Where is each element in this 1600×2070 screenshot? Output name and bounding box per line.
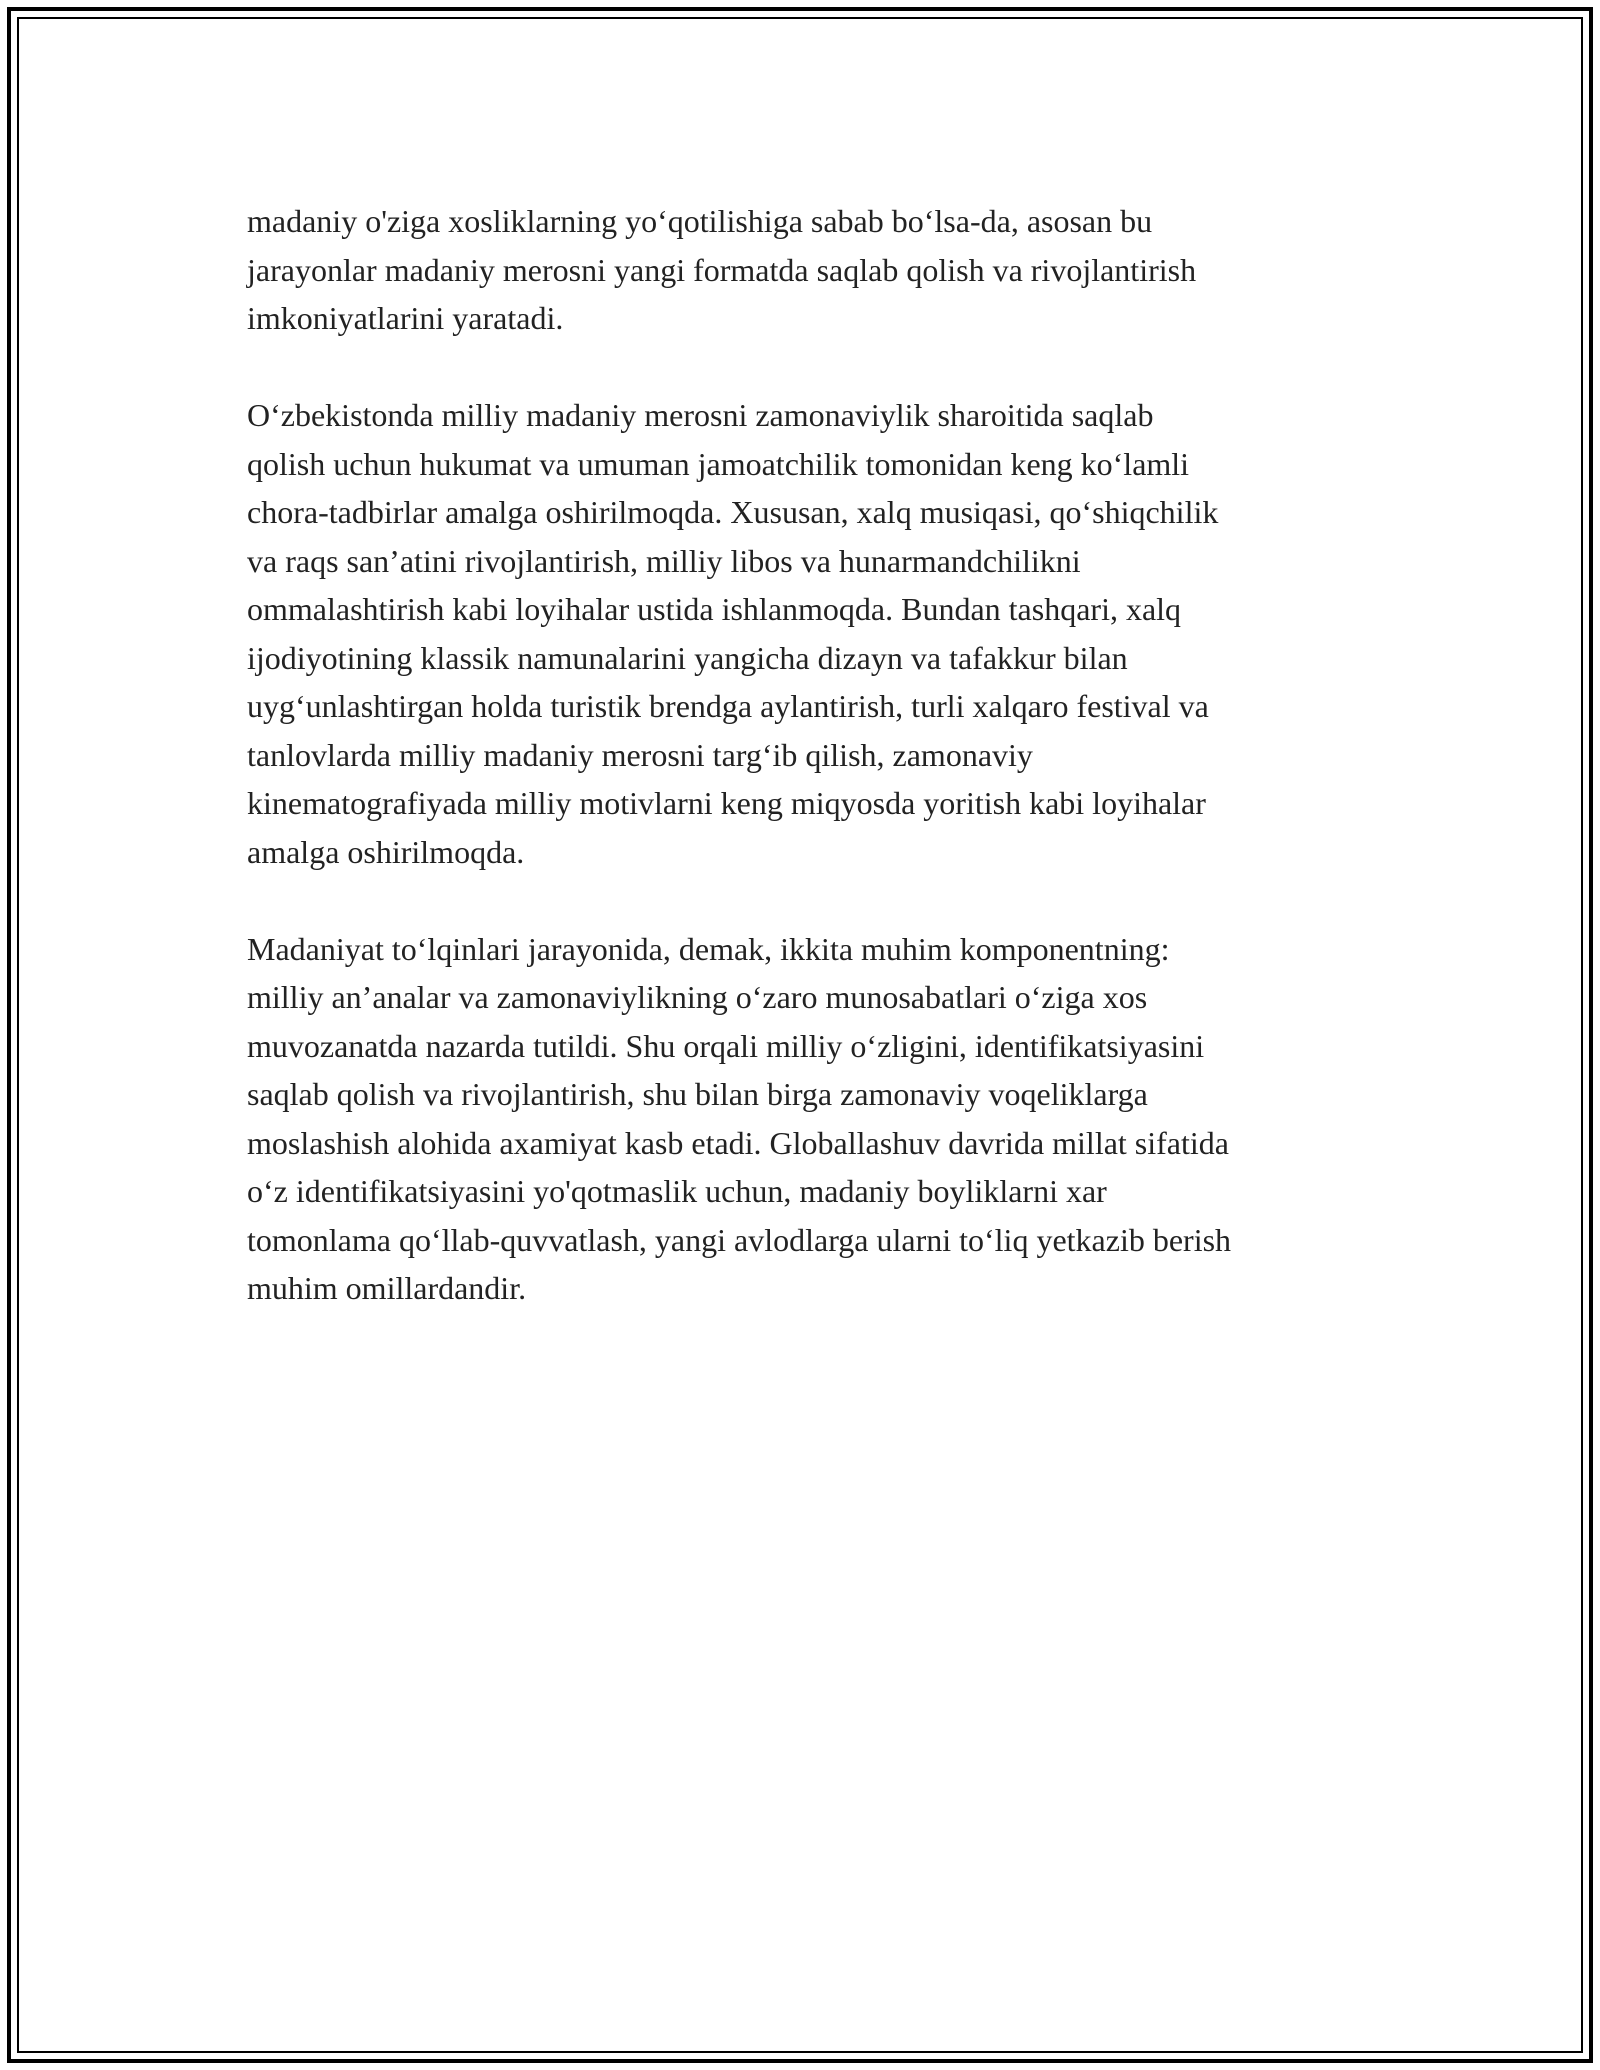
paragraph-2 xyxy=(247,391,1397,876)
text-line: ommalashtirish kabi loyihalar ustida ishlanmoqda. Bundan tashqari, xalq xyxy=(247,591,1182,627)
text-line: muvozanatda nazarda tutildi. Shu orqali milliy o‘zligini, identifikatsiyasini xyxy=(247,1027,1205,1064)
text-line: saqlab qolish va rivojlantirish, shu bilan birga zamonaviy voqeliklarga xyxy=(247,1076,1148,1112)
text-line: moslashish alohida axamiyat kasb etadi. Globallashuv davrida millat sifatida xyxy=(247,1124,1229,1161)
page-border xyxy=(7,7,1593,2063)
paragraph-3 xyxy=(247,925,1397,1313)
text-line: imkoniyatlarini yaratadi. xyxy=(247,300,564,336)
document-body xyxy=(247,197,1397,1361)
paragraph-1 xyxy=(247,197,1397,343)
text-line: Madaniyat to‘lqinlari jarayonida, demak, ikkita muhim komponentning: xyxy=(247,930,1170,967)
text-line: chora-tadbirlar amalga oshirilmoqda. Xususan, xalq musiqasi, qo‘shiqchilik xyxy=(247,494,1219,530)
text-line: tomonlama qo‘llab-quvvatlash, yangi avlodlarga ularni to‘liq yetkazib berish xyxy=(247,1221,1232,1258)
text-line: ijodiyotining klassik namunalarini yangicha dizayn va tafakkur bilan xyxy=(247,639,1128,676)
text-line: amalga oshirilmoqda. xyxy=(247,833,525,870)
text-line: qolish uchun hukumat va umuman jamoatchilik tomonidan keng ko‘lamli xyxy=(247,445,1190,482)
text-line: muhim omillardandir. xyxy=(247,1270,527,1306)
text-line: o‘z identifikatsiyasini yo'qotmaslik uchun, madaniy boyliklarni xar xyxy=(247,1173,1107,1209)
text-line: kinematografiyada milliy motivlarni keng miqyosda yoritish kabi loyihalar xyxy=(247,785,1206,821)
text-line: milliy an’analar va zamonaviylikning o‘zaro munosabatlari o‘ziga xos xyxy=(247,979,1148,1015)
text-line: O‘zbekistonda milliy madaniy merosni zamonaviylik sharoitida saqlab xyxy=(247,397,1154,433)
text-line: va raqs san’atini rivojlantirish, milliy libos va hunarmandchilikni xyxy=(247,542,1081,579)
text-line: jarayonlar madaniy merosni yangi formatda saqlab qolish va rivojlantirish xyxy=(247,251,1197,288)
text-line: madaniy o'ziga xosliklarning yo‘qotilishiga sabab bo‘lsa-da, asosan bu xyxy=(247,203,1153,239)
text-line: uyg‘unlashtirgan holda turistik brendga aylantirish, turli xalqaro festival va xyxy=(247,688,1209,724)
text-line: tanlovlarda milliy madaniy merosni targ‘ib qilish, zamonaviy xyxy=(247,736,1033,773)
